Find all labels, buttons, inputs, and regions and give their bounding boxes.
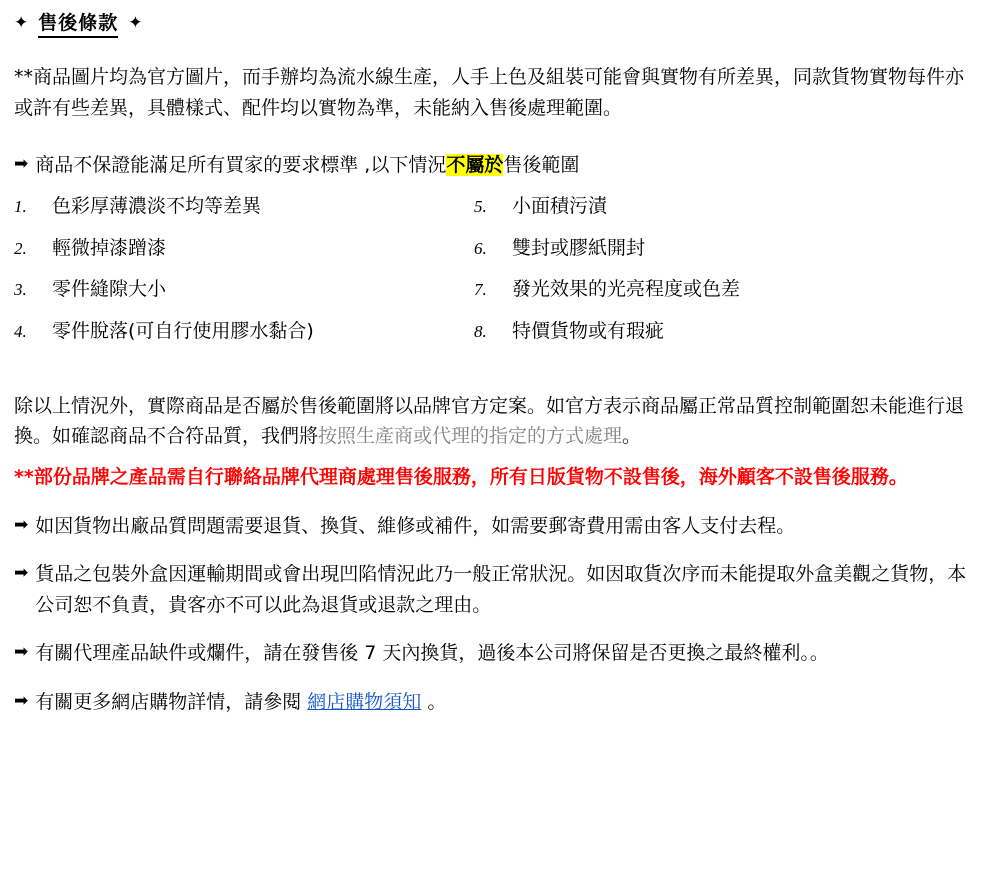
list-item-label: 雙封或膠紙開封 [512,236,646,259]
policy-paragraph [0,391,1002,453]
exclusion-list-right [444,194,934,361]
spacer [0,620,1002,638]
list-item-number: 5. [474,196,487,216]
list-item-number: 8. [474,321,487,341]
bullet-item-shop-guide [0,687,1002,717]
scope-heading-body [35,150,976,180]
list-item-label: 輕微掉漆蹭漆 [52,236,167,259]
arrow-right-icon: ➡ [14,514,29,535]
list-item-label: 發光效果的光亮程度或色差 [512,278,741,301]
policy-part3: 。 [622,425,642,448]
shop-guide-before: 有關更多網店購物詳情，請參閱 [35,690,308,713]
intro-paragraph: **商品圖片均為官方圖片，而手辦均為流水線生產，人手上色及組裝可能會與實物有所差異，同款貨物實物每件亦或許有些差異，具體樣式、配件均以實物為準，未能納入售後處理範圍。 [14,66,965,119]
scope-heading [0,150,1002,180]
bullet-text: 貨品之包裝外盒因運輸期間或會出現凹陷情況此乃一般正常狀況。如因取貨次序而未能提取外盒美觀之貨物，本公司恕不負責，貴客亦不可以此為退貨或退款之理由。 [35,563,967,616]
arrow-right-icon: ➡ [14,642,29,663]
page-title-text: 售後條款 [38,8,118,38]
list-item-number: 1. [14,196,27,216]
scope-heading-before: 商品不保證能滿足所有買家的要求標準 ,以下情況 [35,153,447,176]
arrow-right-icon: ➡ [14,563,29,584]
policy-part2-gray: 按照生產商或代理的指定的方式處理 [318,425,623,448]
list-item [474,319,934,344]
bullet-text: 有關代理產品缺件或爛件，請在發售後 7 天內換貨，過後本公司將保留是否更換之最終權利。。 [35,642,829,665]
spacer [0,669,1002,687]
list-item [14,319,444,344]
list-item [14,277,444,302]
list-item [14,236,444,261]
spacer [0,452,1002,462]
list-item-label: 特價貨物或有瑕疵 [512,319,665,342]
exclusion-list-left [14,194,444,361]
star-right-icon: ✦ [128,12,143,33]
bullet-item [0,559,1002,620]
list-item-number: 7. [474,280,487,300]
exclusion-lists [0,180,1002,361]
list-item-label: 色彩厚薄濃淡不均等差異 [52,194,262,217]
list-item [474,277,934,302]
bullet-item [0,638,1002,668]
list-item-number: 3. [14,280,27,300]
spacer [0,541,1002,559]
page-title [0,0,1002,38]
shop-guide-after: 。 [421,690,447,713]
shop-guide-link[interactable]: 網店購物須知 [307,690,422,713]
list-item-number: 4. [14,321,27,341]
list-item-label: 小面積污漬 [512,194,608,217]
red-notice: **部份品牌之產品需自行聯絡品牌代理商處理售後服務，所有日版貨物不設售後，海外顧客不設售後服務。 [14,466,908,489]
list-item [474,194,934,219]
spacer [0,361,1002,391]
bullet-text [35,687,976,717]
star-left-icon: ✦ [14,12,29,33]
bullet-text: 如因貨物出廠品質問題需要退貨、換貨、維修或補件，如需要郵寄費用需由客人支付去程。 [35,514,796,537]
list-item-number: 6. [474,238,487,258]
list-item-label: 零件脫落(可自行使用膠水黏合) [52,319,314,342]
scope-heading-highlight: 不屬於 [446,153,504,176]
list-item [14,194,444,219]
list-item [474,236,934,261]
scope-heading-after: 售後範圍 [503,153,580,176]
list-item-label: 零件縫隙大小 [52,278,167,301]
arrow-right-icon: ➡ [14,153,29,174]
policy-part1: 除以上情況外，實際商品是否屬於售後範圍將以品牌官方定案。如官方表示商品屬正常品質控制範圍恕未能進行退換。如確認商品不合符品質，我們將 [14,394,965,448]
arrow-right-icon: ➡ [14,690,29,711]
spacer [0,124,1002,150]
bullet-item [0,511,1002,541]
list-item-number: 2. [14,238,27,258]
spacer [0,493,1002,511]
